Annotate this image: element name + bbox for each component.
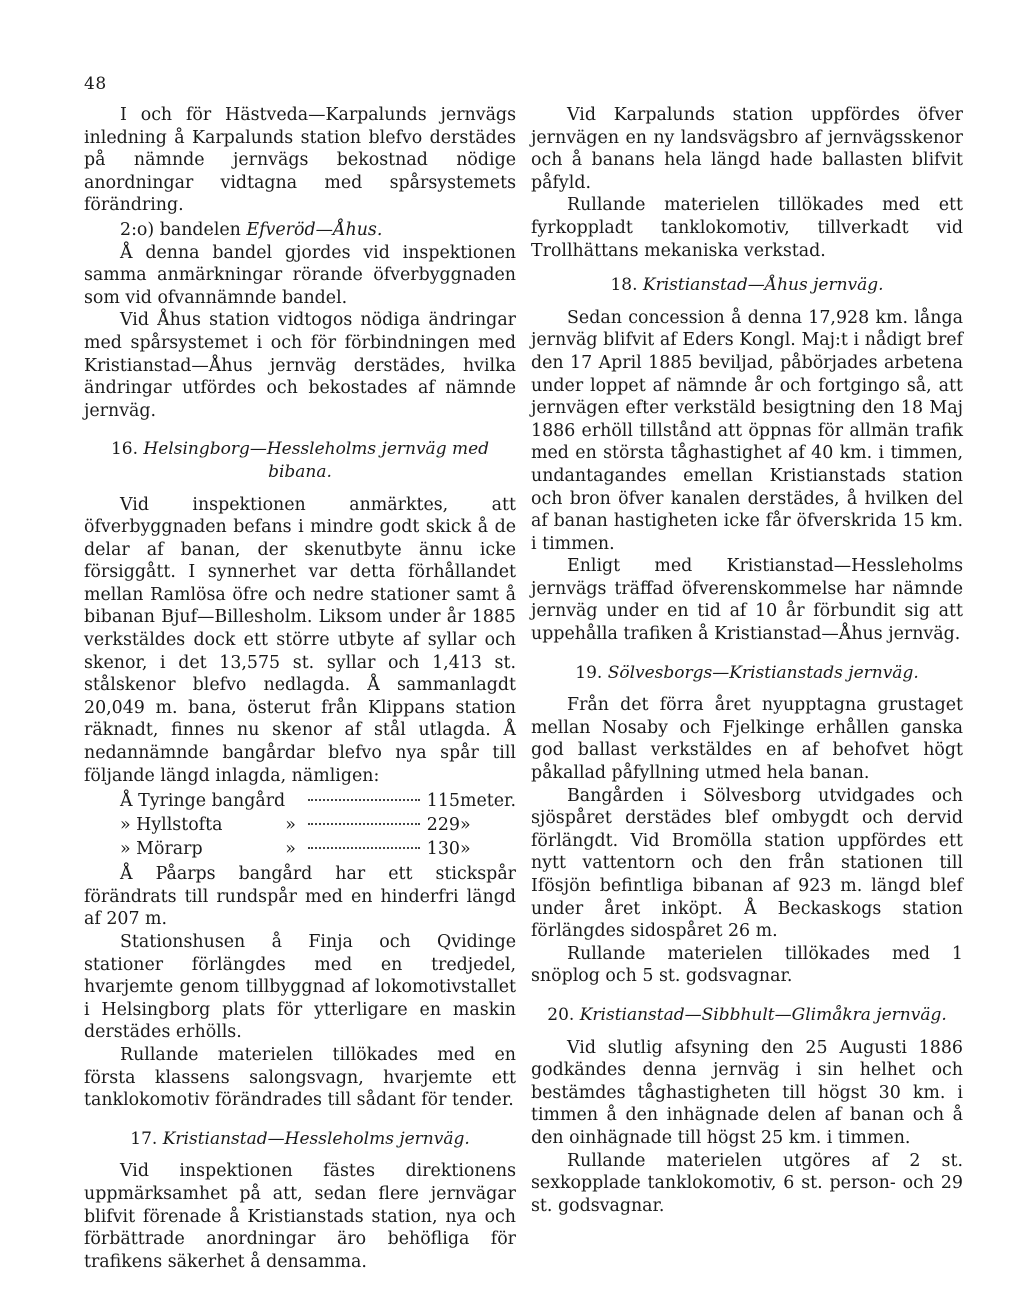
ditto-mark: » bbox=[285, 815, 296, 836]
yard-name: Tyringe bangård bbox=[138, 791, 286, 812]
yard-length-table bbox=[120, 789, 516, 861]
paragraph: Vid Karpalunds station uppfördes öfver jernvägen en ny landsvägsbro af jernvägsskenor och å banans hela längd hade ballasten blifvit påfyld. bbox=[531, 105, 963, 193]
yard-value: 130 bbox=[426, 839, 460, 860]
yard-name: Hyllstofta bbox=[136, 815, 223, 836]
paragraph: Från det förra året nyupptagna grustaget mellan Nosaby och Fjelkinge erhållen ganska god ballast verkstäldes en af behofvet högt påkallad påfyllning utmed hela banan. bbox=[531, 695, 963, 784]
yard-unit: » bbox=[460, 839, 471, 860]
paragraph: Enligt med Kristianstad—Hessleholms jernvägs träffad öfverenskommelse har nämnde jernväg under en tid af 10 år förbundit sig att uppehålla trafiken å Kristianstad—Åhus jernväg. bbox=[531, 556, 963, 645]
bandelen-prefix: 2:o) bandelen bbox=[120, 219, 247, 240]
paragraph: Å denna bandel gjordes vid inspektionen samma anmärkningar rörande öfverbyggnaden som vid ofvannämnde bandel. bbox=[84, 242, 516, 308]
leader-dots bbox=[308, 799, 420, 801]
paragraph-bandelen bbox=[84, 219, 516, 242]
section-heading-19 bbox=[531, 662, 963, 685]
section-title: Sölvesborgs—Kristianstads jernväg. bbox=[607, 662, 919, 683]
section-heading-16 bbox=[84, 438, 516, 483]
paragraph: Vid inspektionen fästes direktionens uppmärksamhet på att, sedan flere jernvägar blifvit förenade å Kristianstads station, nya och förbättrade anordningar äro behöfliga för trafikens säkerhet å densamma. bbox=[84, 1161, 516, 1272]
leader-dots bbox=[308, 823, 420, 825]
section-number: 20. bbox=[547, 1004, 575, 1025]
section-heading-17 bbox=[84, 1128, 516, 1151]
paragraph: Stationshusen å Finja och Qvidinge stationer förlängdes med en tredjedel, hvarjemte genom tillbyggnad af lokomotivstallet i Helsingborg plats för ytterligare en maskin derstädes erhölls. bbox=[84, 932, 516, 1043]
page-number: 48 bbox=[84, 74, 107, 94]
paragraph: Vid inspektionen anmärktes, att öfverbyggnaden befans i mindre godt skick å de delar af banan, der skenutbyte ännu icke försiggått. I synnerhet var detta förhållandet mellan Ramlösa öfre och nedre stationer samt å bibanan Bjuf—Billesholm. Liksom under år 1885 verkstäldes dock ett större utbyte af syllar och skenor, i det 13,575 st. syllar och 1,413 st. stålskenor blefvo nedlagda. Å sammanlagdt 20,049 m. bana, österut från Klippans station räknadt, finnes nu skenor af stål utlagda. Å nedannämnde bangårdar blefvo nya spår till följande längd inlagda, nämligen: bbox=[84, 494, 516, 786]
ditto-mark: » bbox=[285, 839, 296, 860]
yard-value: 229 bbox=[426, 815, 460, 836]
section-number: 16. bbox=[110, 439, 138, 460]
section-title: Kristianstad—Hessleholms jernväg. bbox=[162, 1128, 470, 1149]
section-number: 19. bbox=[575, 662, 603, 683]
leader-dots bbox=[308, 847, 420, 849]
bandelen-title: Efveröd—Åhus. bbox=[246, 219, 383, 240]
paragraph: Vid slutlig afsyning den 25 Augusti 1886 godkändes denna jernväg i sin helhet och bestämdes tåghastigheten till högst 30 km. i timmen å den inhägnade delen af banan och å den oinhägnade till högst 25 km. i timmen. bbox=[531, 1037, 963, 1148]
section-title: Kristianstad—Åhus jernväg. bbox=[642, 275, 884, 296]
paragraph: Sedan concession å denna 17,928 km. långa jernväg blifvit af Eders Kongl. Maj:t i nådigt bref den 17 April 1885 beviljad, påbörjades arbetena under loppet af nämnde år och fortgingo så, att jernvägen efter verkstäld besigtning den 18 Maj 1886 erhöll tillstånd att öppnas för allmän trafik med en största tåghastighet af 40 km. i timmen, undantagandes emellan Kristianstads station och bron öfver kanalen derstädes, å hvilken del af banan hastigheten icke får öfverskrida 15 km. i timmen. bbox=[531, 307, 963, 554]
row-prefix: » bbox=[120, 839, 131, 860]
table-row bbox=[120, 813, 516, 837]
right-column bbox=[531, 104, 963, 1217]
row-prefix: » bbox=[120, 815, 131, 836]
section-number: 18. bbox=[610, 275, 638, 296]
paragraph: Rullande materielen tillökades med 1 snöplog och 5 st. godsvagnar. bbox=[531, 943, 963, 987]
section-title: Kristianstad—Sibbhult—Glimåkra jernväg. bbox=[579, 1004, 947, 1025]
paragraph: Rullande materielen tillökades med ett fyrkoppladt tanklokomotiv, tillverkadt vid Trollhättans mekaniska verkstad. bbox=[531, 195, 963, 261]
left-column bbox=[84, 104, 516, 1273]
yard-unit: meter. bbox=[460, 791, 516, 812]
row-prefix: Å bbox=[120, 791, 133, 812]
yard-value: 115 bbox=[426, 791, 460, 812]
section-heading-20 bbox=[531, 1004, 963, 1027]
paragraph: Å Påarps bangård har ett stickspår förändrats till rundspår med en hinderfri längd af 207 m. bbox=[84, 864, 516, 930]
paragraph: Bangården i Sölvesborg utvidgades och sjöspåret derstädes blef ombygdt och dervid förlängdt. Vid Bromölla station uppfördes ett nytt vattentorn och den från stationen till Ifösjön befintliga bibanan af 923 m. längd blef under året inköpt. Å Beckaskogs station förlängdes sidospåret 26 m. bbox=[531, 785, 963, 942]
paragraph: Rullande materielen tillökades med en första klassens salongsvagn, hvarjemte ett tanklokomotiv förändrades till sådant för tender. bbox=[84, 1044, 516, 1111]
paragraph: I och för Hästveda—Karpalunds jernvägs inledning å Karpalunds station blefvo derstädes på nämnde jernvägs bekostnad nödige anordningar vidtagna med spårsystemets förändring. bbox=[84, 105, 516, 216]
ditto-mark bbox=[285, 789, 304, 813]
paragraph: Rullande materielen utgöres af 2 st. sexkopplade tanklokomotiv, 6 st. person- och 29 st. godsvagnar. bbox=[531, 1150, 963, 1216]
section-title: Helsingborg—Hessleholms jernväg med bibana. bbox=[143, 439, 490, 482]
paragraph: Vid Åhus station vidtogos nödiga ändringar med spårsystemet i och för förbindningen med Kristianstad—Åhus jernväg derstädes, hvilka ändringar utfördes och bekostades af nämnde jernväg. bbox=[84, 310, 516, 421]
table-row bbox=[120, 837, 516, 861]
section-number: 17. bbox=[130, 1128, 158, 1149]
table-row bbox=[120, 789, 516, 813]
yard-name: Mörarp bbox=[136, 839, 203, 860]
yard-unit: » bbox=[460, 815, 471, 836]
section-heading-18 bbox=[531, 274, 963, 297]
